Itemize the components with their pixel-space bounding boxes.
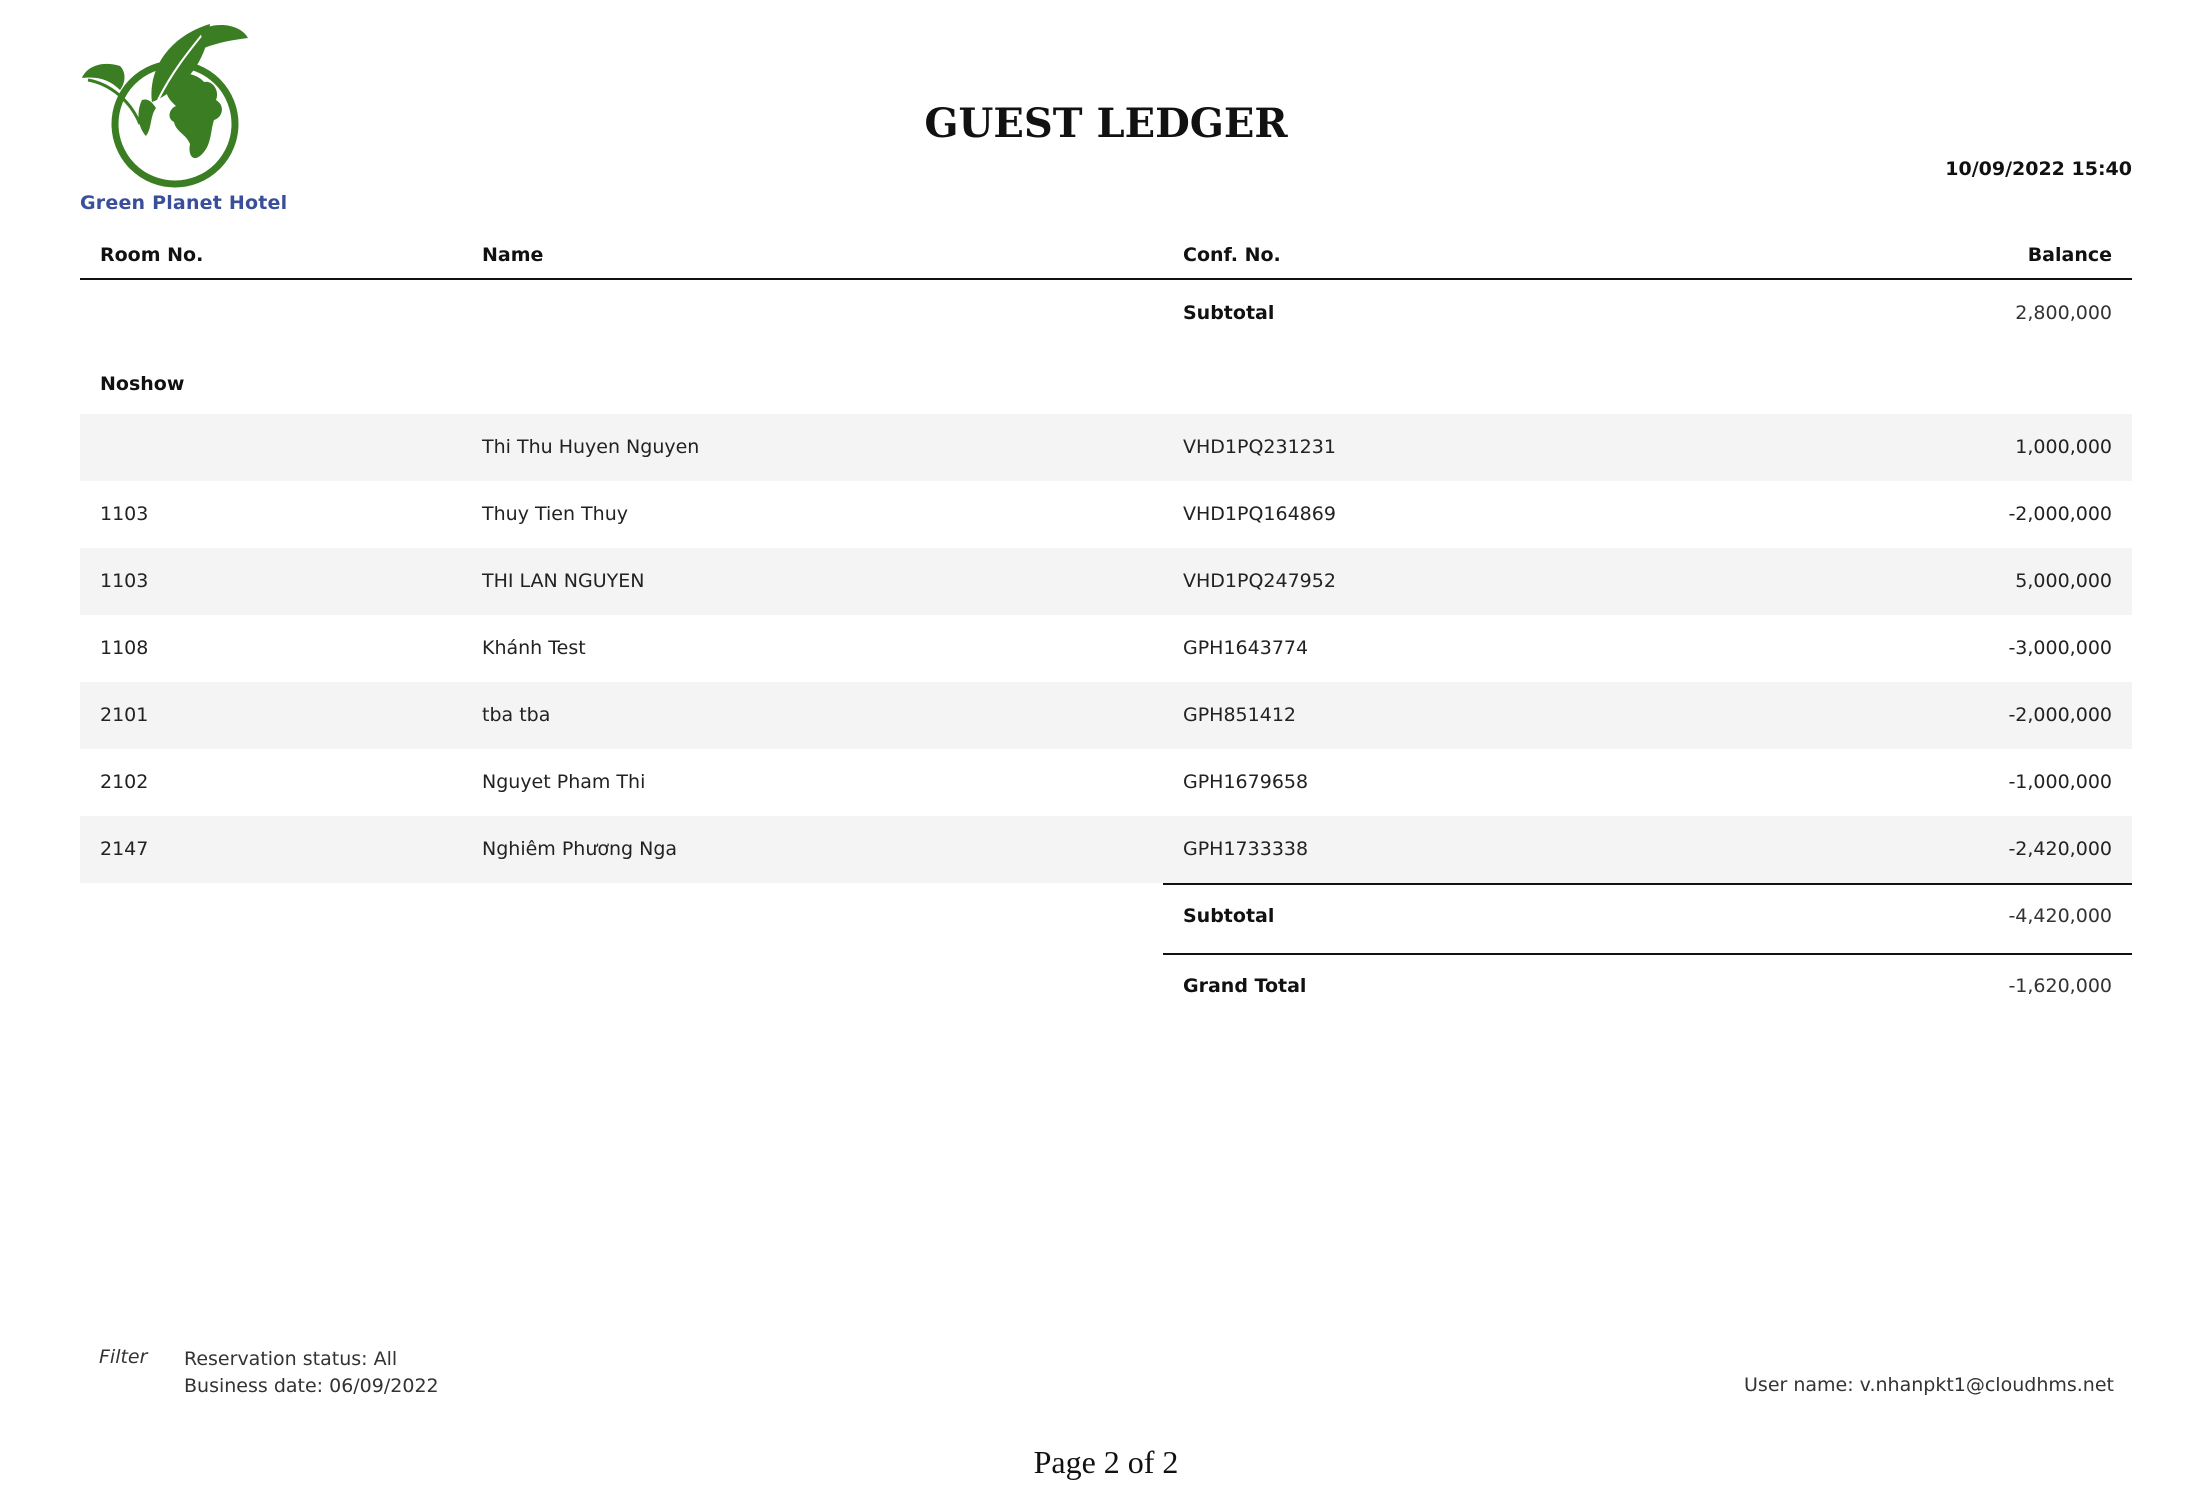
subtotal-label: Subtotal (1183, 302, 1275, 324)
room-number: 1103 (100, 503, 149, 525)
hotel-name: Green Planet Hotel (80, 192, 288, 214)
table-row (80, 749, 2132, 816)
table-row (80, 816, 2132, 883)
page-number: Page 2 of 2 (1033, 1444, 1179, 1480)
filter-values (184, 1346, 439, 1400)
room-number: 1108 (100, 637, 149, 659)
column-header-conf: Conf. No. (1183, 244, 1281, 266)
room-number: 1103 (100, 570, 149, 592)
guest-name: Thuy Tien Thuy (482, 503, 628, 525)
grand-total-row (80, 953, 2132, 1023)
balance: 5,000,000 (2015, 570, 2112, 592)
user-name: User name: v.nhanpkt1@cloudhms.net (1744, 1374, 2114, 1396)
table-row (80, 615, 2132, 682)
confirmation-number: VHD1PQ231231 (1183, 436, 1336, 458)
balance: -3,000,000 (2008, 637, 2112, 659)
confirmation-number: GPH1643774 (1183, 637, 1309, 659)
column-header-balance: Balance (2027, 244, 2112, 266)
report-title: GUEST LEDGER (924, 100, 1288, 147)
balance: -1,000,000 (2008, 771, 2112, 793)
confirmation-number: VHD1PQ247952 (1183, 570, 1336, 592)
guest-name: tba tba (482, 704, 551, 726)
filter-reservation-status: Reservation status: All (184, 1348, 398, 1370)
group-subtotal-row (80, 883, 2132, 953)
room-number: 2101 (100, 704, 149, 726)
subtotal-value: -4,420,000 (2008, 905, 2112, 927)
subtotal-label: Subtotal (1183, 905, 1275, 927)
confirmation-number: GPH851412 (1183, 704, 1296, 726)
balance: -2,420,000 (2008, 838, 2112, 860)
subtotal-value: 2,800,000 (2015, 302, 2112, 324)
room-number: 2102 (100, 771, 149, 793)
filter-label: Filter (99, 1346, 148, 1368)
guest-name: THI LAN NGUYEN (482, 570, 645, 592)
table-header (80, 236, 2132, 280)
balance: -2,000,000 (2008, 503, 2112, 525)
guest-ledger-table (80, 236, 2132, 1023)
report-timestamp: 10/09/2022 15:40 (1945, 158, 2132, 180)
table-row (80, 481, 2132, 548)
guest-name: Nghiêm Phương Nga (482, 838, 678, 860)
room-number: 2147 (100, 838, 149, 860)
balance: -2,000,000 (2008, 704, 2112, 726)
grand-total-label: Grand Total (1183, 975, 1307, 997)
table-row (80, 414, 2132, 481)
confirmation-number: GPH1733338 (1183, 838, 1309, 860)
grand-total-value: -1,620,000 (2008, 975, 2112, 997)
confirmation-number: VHD1PQ164869 (1183, 503, 1336, 525)
guest-name: Khánh Test (482, 637, 586, 659)
filter-business-date: Business date: 06/09/2022 (184, 1375, 439, 1397)
group-title-row (80, 347, 2132, 414)
group-title: Noshow (100, 373, 185, 395)
guest-name: Thi Thu Huyen Nguyen (482, 436, 700, 458)
previous-subtotal-row (80, 280, 2132, 347)
column-header-room: Room No. (100, 244, 204, 266)
balance: 1,000,000 (2015, 436, 2112, 458)
table-row (80, 548, 2132, 615)
confirmation-number: GPH1679658 (1183, 771, 1309, 793)
column-header-name: Name (482, 244, 544, 266)
guest-name: Nguyet Pham Thi (482, 771, 646, 793)
table-row (80, 682, 2132, 749)
